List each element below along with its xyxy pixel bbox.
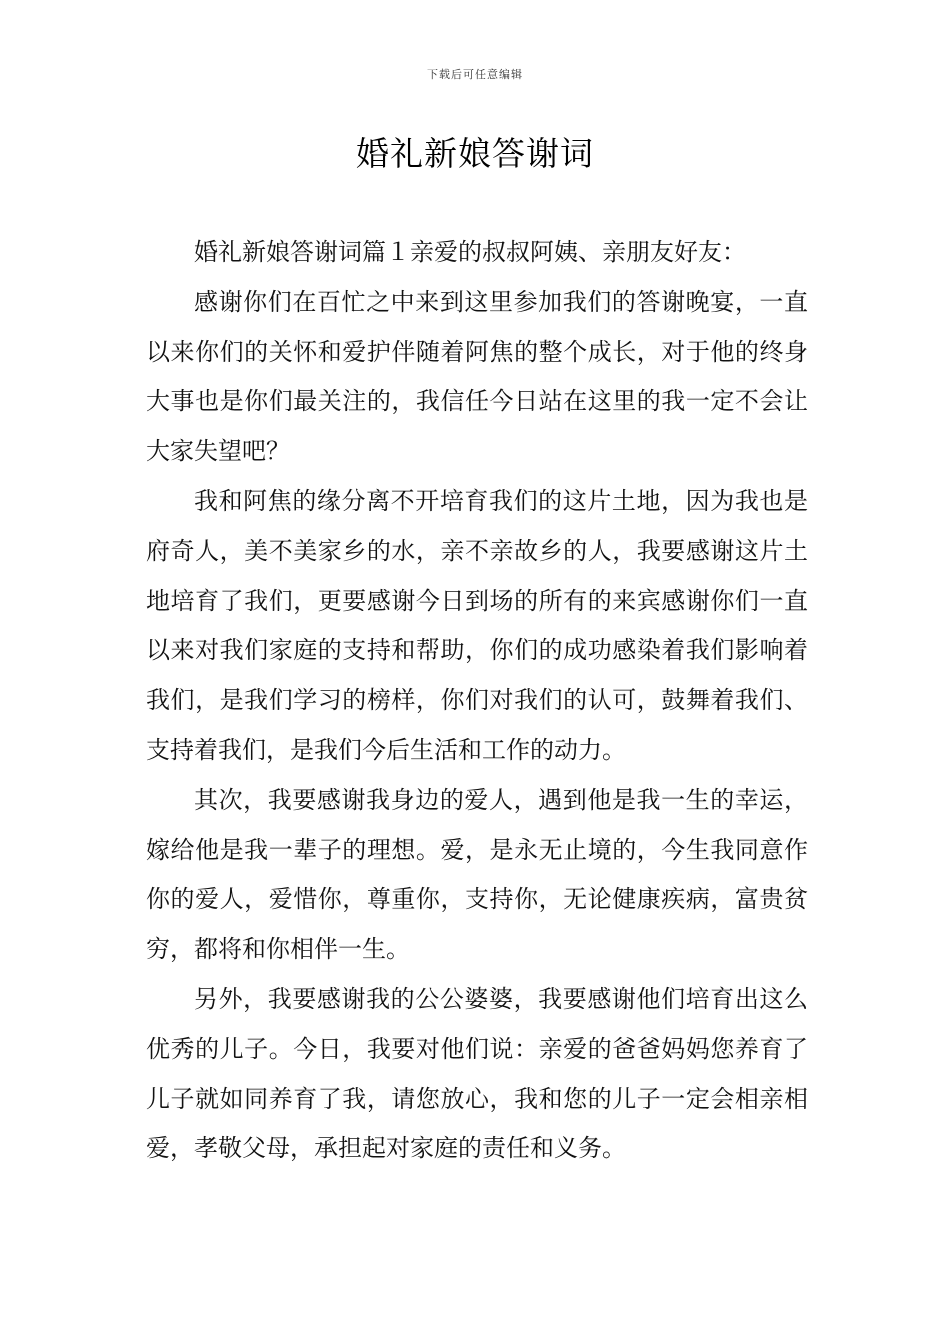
paragraph-hometown: 我和阿焦的缘分离不开培育我们的这片土地，因为我也是府奇人，美不美家乡的水，亲不亲故乡的人，我要感谢这片土地培育了我们，更要感谢今日到场的所有的来宾感谢你们一直以来对我们家庭的支持和帮助，你们的成功感染着我们影响着我们，是我们学习的榜样，你们对我们的认可，鼓舞着我们、支持着我们，是我们今后生活和工作的动力。 xyxy=(146,486,808,764)
paragraph-thanks-guests: 感谢你们在百忙之中来到这里参加我们的答谢晚宴，一直以来你们的关怀和爱护伴随着阿焦的整个成长，对于他的终身大事也是你们最关注的，我信任今日站在这里的我一定不会让大家失望吧？ xyxy=(146,287,808,466)
header-note: 下载后可任意编辑 xyxy=(427,68,523,81)
paragraph-spouse: 其次，我要感谢我身边的爱人，遇到他是我一生的幸运，嫁给他是我一辈子的理想。爱，是永无止境的，今生我同意作你的爱人，爱惜你，尊重你，支持你，无论健康疾病，富贵贫穷，都将和你相伴一生。 xyxy=(146,785,808,964)
paragraph-greeting: 婚礼新娘答谢词篇１亲爱的叔叔阿姨、亲朋友好友： xyxy=(194,238,746,266)
document-title: 婚礼新娘答谢词 xyxy=(356,134,594,173)
paragraph-in-laws: 另外，我要感谢我的公公婆婆，我要感谢他们培育出这么优秀的儿子。今日，我要对他们说：亲爱的爸爸妈妈您养育了儿子就如同养育了我，请您放心，我和您的儿子一定会相亲相爱，孝敬父母，承担起对家庭的责任和义务。 xyxy=(146,984,808,1163)
document-body xyxy=(146,228,808,1174)
